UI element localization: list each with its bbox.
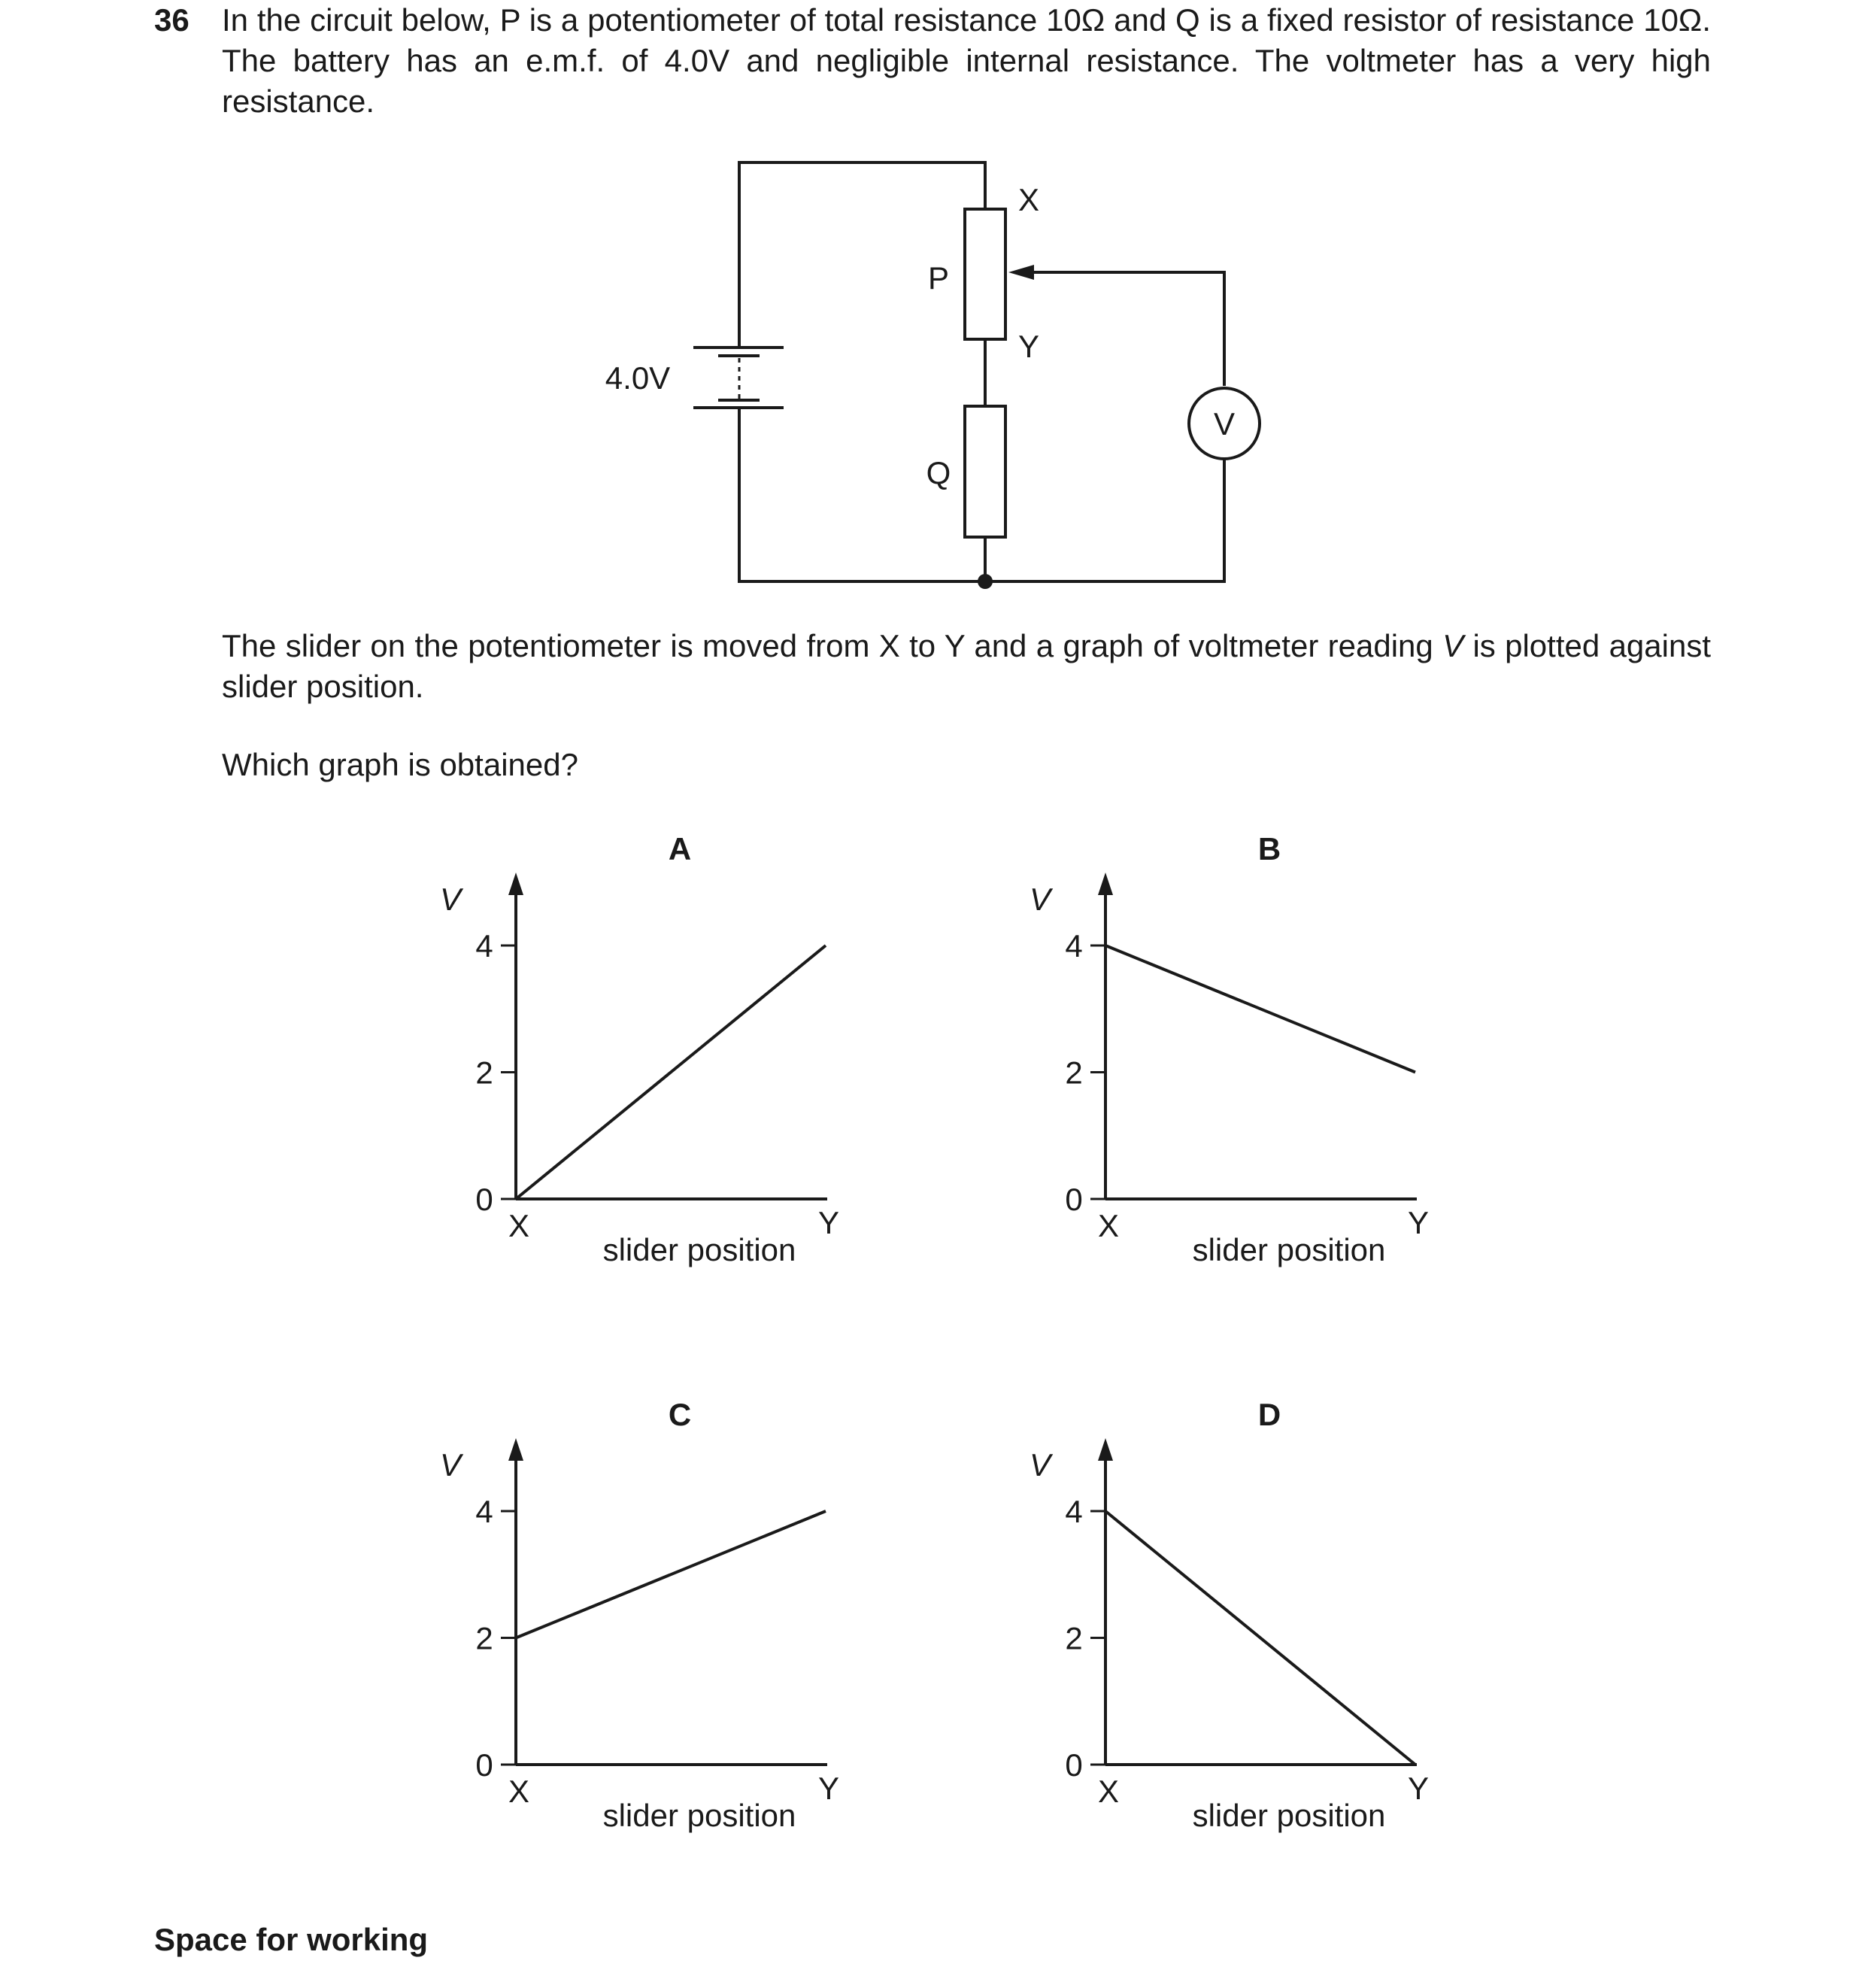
slider-arrowhead	[1008, 265, 1034, 280]
graph-b	[1030, 831, 1429, 1267]
y-axis-arrowhead	[508, 873, 523, 895]
x-tick-label: X	[1097, 1774, 1120, 1809]
x-tick-label: Y	[817, 1771, 840, 1806]
end-y-label: Y	[1017, 329, 1040, 364]
end-x-label: X	[1017, 182, 1040, 217]
graph-title: B	[1257, 831, 1281, 867]
graph-title: D	[1257, 1397, 1281, 1432]
graph-a	[440, 831, 839, 1267]
y-tick-label: 2	[475, 1055, 493, 1091]
y-tick-label: 2	[1065, 1055, 1083, 1091]
y-tick-label: 4	[475, 928, 493, 964]
graph-c	[440, 1397, 839, 1833]
x-axis-label: slider position	[602, 1798, 796, 1833]
space-for-working-label: Space for working	[154, 1922, 429, 1957]
circuit-wire-slider	[1034, 272, 1224, 386]
circuit-wire-left-top	[739, 162, 985, 348]
junction-dot	[978, 574, 993, 589]
y-tick-label: 4	[1065, 1494, 1083, 1529]
series-line	[1105, 1511, 1415, 1765]
circuit-wire-left-bottom	[739, 408, 1224, 581]
circuit-diagram	[693, 162, 1260, 589]
battery-label: 4.0V	[605, 360, 671, 396]
y-tick-label: 0	[1065, 1182, 1083, 1217]
x-axis-label: slider position	[1192, 1798, 1386, 1833]
x-tick-label: Y	[817, 1205, 840, 1240]
question-description	[222, 626, 1711, 707]
series-line	[516, 945, 826, 1199]
y-axis-arrowhead	[1098, 873, 1113, 895]
potentiometer-label: P	[927, 260, 950, 296]
y-tick-label: 2	[1065, 1620, 1083, 1656]
resistor-q	[965, 406, 1005, 537]
y-axis-label: V	[439, 882, 462, 917]
x-axis-label: slider position	[602, 1232, 796, 1267]
graph-title: C	[668, 1397, 692, 1432]
graph-title: A	[668, 831, 692, 867]
y-axis-arrowhead	[508, 1438, 523, 1461]
description-post: is plotted against slider position.	[222, 628, 1711, 704]
y-tick-label: 0	[475, 1182, 493, 1217]
y-tick-label: 2	[475, 1620, 493, 1656]
x-tick-label: X	[508, 1774, 530, 1809]
y-axis-label: V	[1029, 1447, 1051, 1483]
resistor-label: Q	[926, 455, 951, 490]
y-tick-label: 4	[475, 1494, 493, 1529]
series-line	[1105, 945, 1415, 1073]
question-intro: In the circuit below, P is a potentiometer of total resistance 10Ω and Q is a fixed resistor of resistance 10Ω. The battery has an e.m.f. of 4.0V and negligible internal resistance. The voltmeter has a very high resistance.	[222, 2, 1711, 119]
description-pre: The slider on the potentiometer is moved from X to Y and a graph of voltmeter reading	[222, 628, 1443, 663]
voltmeter-label: V	[1213, 406, 1236, 442]
y-axis-label: V	[1029, 882, 1051, 917]
graph-options	[440, 831, 1429, 1833]
potentiometer-p	[965, 209, 1005, 339]
circuit-labels	[605, 182, 1235, 490]
y-axis-label: V	[439, 1447, 462, 1483]
series-line	[516, 1511, 826, 1638]
graph-d	[1030, 1397, 1429, 1833]
x-tick-label: X	[1097, 1208, 1120, 1243]
question-prompt: Which graph is obtained?	[222, 747, 578, 782]
y-tick-label: 0	[475, 1747, 493, 1783]
x-tick-label: Y	[1407, 1205, 1430, 1240]
description-variable: V	[1442, 628, 1464, 663]
y-axis-arrowhead	[1098, 1438, 1113, 1461]
y-tick-label: 4	[1065, 928, 1083, 964]
x-tick-label: Y	[1407, 1771, 1430, 1806]
x-axis-label: slider position	[1192, 1232, 1386, 1267]
question-number: 36	[154, 2, 190, 38]
x-tick-label: X	[508, 1208, 530, 1243]
y-tick-label: 0	[1065, 1747, 1083, 1783]
